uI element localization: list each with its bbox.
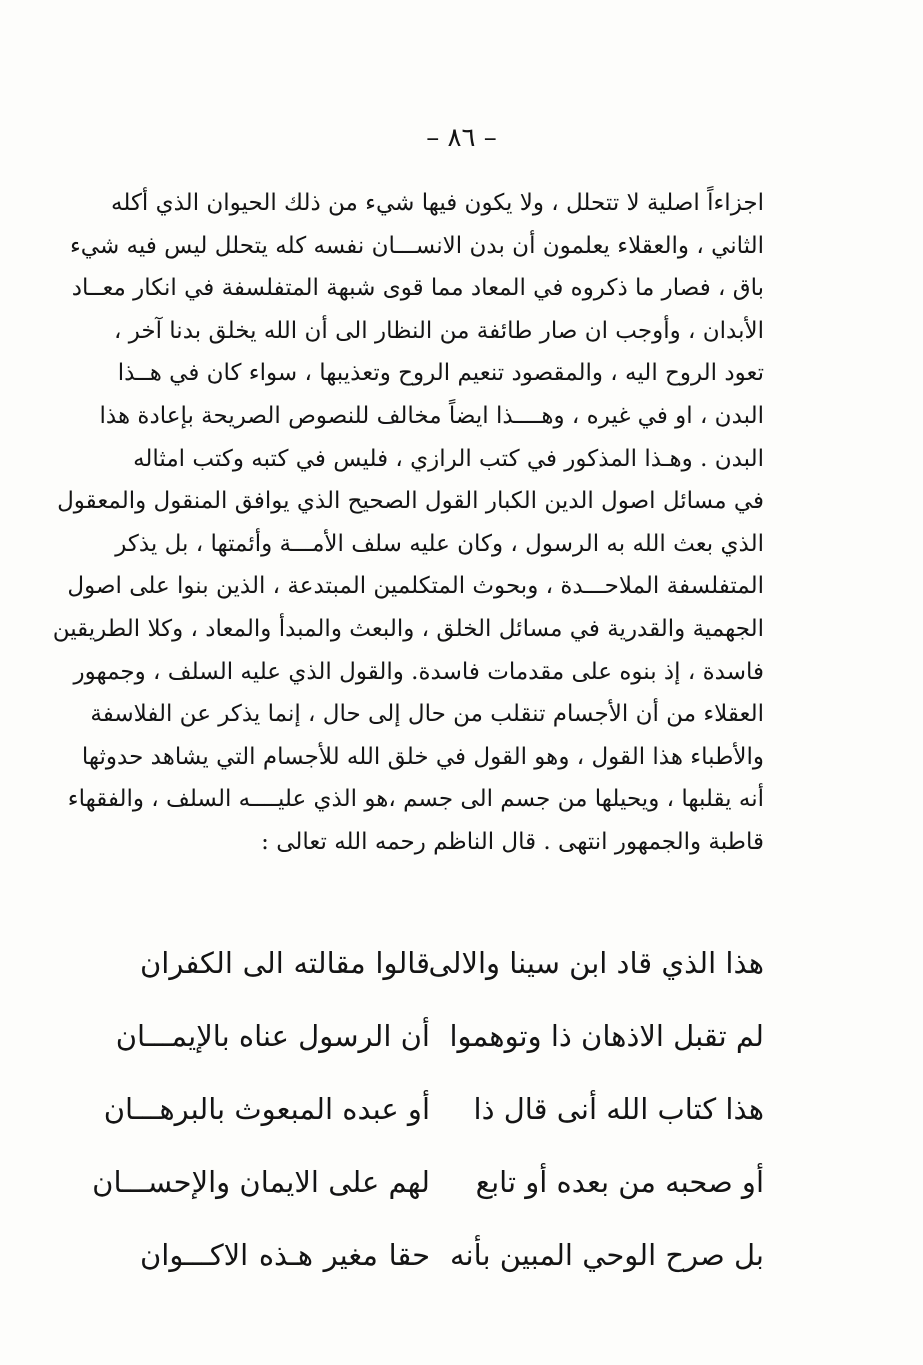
verse-first-hemistich: هذا كتاب الله أنى قال ذا	[473, 1092, 764, 1126]
verse-second-hemistich: لهم على الايمان والإحســـان	[92, 1165, 430, 1199]
verse	[92, 1153, 764, 1226]
prose-block	[52, 182, 764, 864]
verse-second-hemistich: قالوا مقالته الى الكفران	[140, 946, 430, 980]
verse-first-hemistich: هذا الذي قاد ابن سينا والالى	[428, 946, 764, 980]
prose-line: الأبدان ، وأوجب ان صار طائفة من النظار الى أن الله يخلق بدنا آخر ،	[113, 317, 764, 344]
verse	[140, 1226, 764, 1299]
poem-verses	[92, 934, 764, 1299]
verse	[115, 1007, 764, 1080]
prose-line: البدن . وهـذا المذكور في كتب الرازي ، فليس في كتبه وكتب امثاله	[133, 445, 764, 472]
prose-line: في مسائل اصول الدين الكبار القول الصحيح الذي يوافق المنقول والمعقول	[57, 488, 764, 515]
page-number: – ٨٦ –	[426, 123, 497, 153]
prose-line: البدن ، او في غيره ، وهــــذا ايضاً مخالف للنصوص الصريحة بإعادة هذا	[99, 402, 764, 429]
verse-second-hemistich: أو عبده المبعوث بالبرهـــان	[103, 1092, 430, 1126]
prose-line: اجزاءاً اصلية لا تتحلل ، ولا يكون فيها شيء من ذلك الحيوان الذي أكله	[111, 190, 764, 216]
prose-line: الذي بعث الله به الرسول ، وكان عليه سلف الأمـــة وأئمتها ، بل يذكر	[115, 530, 764, 557]
verse-second-hemistich: أن الرسول عناه بالإيمـــان	[115, 1019, 430, 1053]
prose-line: أنه يقلبها ، ويحيلها من جسم الى جسم ،هو الذي عليــــه السلف ، والفقهاء	[67, 786, 764, 813]
prose-line: المتفلسفة الملاحـــدة ، وبحوث المتكلمين المبتدعة ، الذين بنوا على اصول	[67, 573, 764, 600]
prose-line: فاسدة ، إذ بنوه على مقدمات فاسدة. والقول الذي عليه السلف ، وجمهور	[73, 658, 764, 685]
prose-line: الثاني ، والعقلاء يعلمون أن بدن الانســـان نفسه كله يتحلل ليس فيه شيء	[69, 232, 764, 259]
verse-first-hemistich: بل صرح الوحي المبين بأنه	[450, 1238, 764, 1272]
prose-line: والأطباء هذا القول ، وهو القول في خلق الله للأجسام التي يشاهد حدوثها	[81, 743, 764, 770]
prose-line: العقلاء من أن الأجسام تنقلب من حال إلى حال ، إنما يذكر عن الفلاسفة	[90, 701, 764, 728]
prose-line: تعود الروح اليه ، والمقصود تنعيم الروح وتعذيبها ، سواء كان في هــذا	[117, 360, 764, 387]
verse	[140, 934, 764, 1007]
verse-first-hemistich: أو صحبه من بعده أو تابع	[475, 1165, 764, 1199]
prose-line: قاطبة والجمهور انتهى . قال الناظم رحمه الله تعالى :	[261, 828, 764, 855]
verse	[103, 1080, 764, 1153]
verse-first-hemistich: لم تقبل الاذهان ذا وتوهموا	[449, 1019, 764, 1053]
verse-second-hemistich: حقا مغير هـذه الاكـــوان	[140, 1238, 430, 1272]
prose-line: باق ، فصار ما ذكروه في المعاد مما قوى شبهة المتفلسفة في انكار معــاد	[71, 275, 764, 302]
prose-line: الجهمية والقدرية في مسائل الخلق ، والبعث والمبدأ والمعاد ، وكلا الطريقين	[52, 615, 764, 642]
